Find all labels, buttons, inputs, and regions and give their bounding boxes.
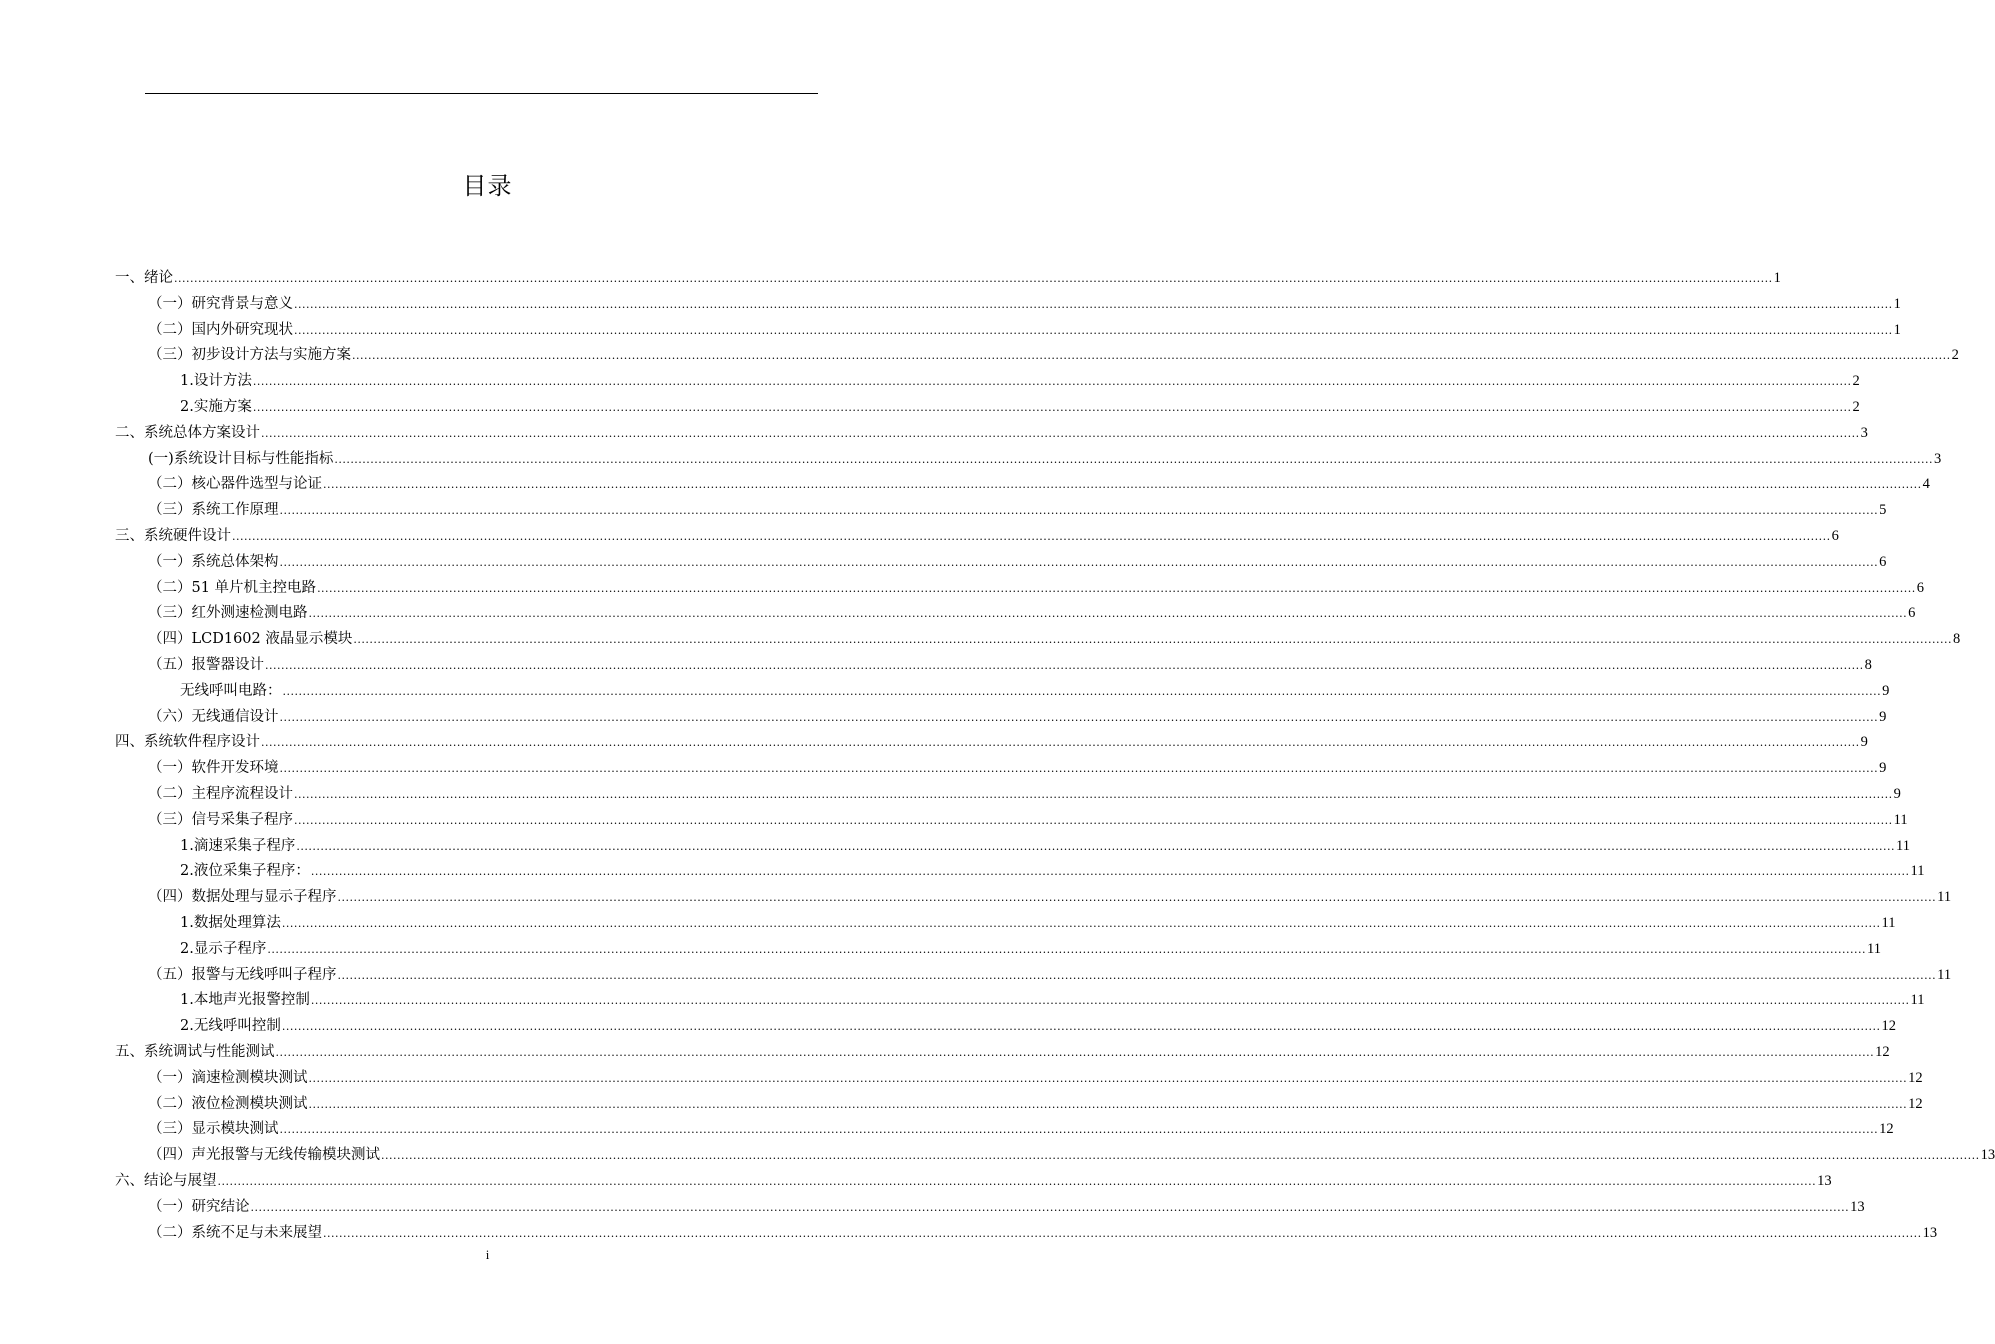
toc-leader-dots: ................................................................................................................................................................................................................................................................................................................................................................................................................: [337, 968, 1937, 982]
toc-entry[interactable]: [180, 675, 1890, 701]
toc-leader-dots: ................................................................................................................................................................................................................................................................................................................................................................................................................: [261, 736, 1860, 750]
toc-leader-dots: ................................................................................................................................................................................................................................................................................................................................................................................................................: [337, 891, 1937, 905]
toc-entry-label: （二）核心器件选型与论证: [148, 476, 322, 493]
toc-entry[interactable]: [148, 288, 1901, 314]
toc-entry-page: 9: [1882, 682, 1890, 699]
toc-leader-dots: ................................................................................................................................................................................................................................................................................................................................................................................................................: [310, 865, 1910, 879]
toc-leader-dots: ................................................................................................................................................................................................................................................................................................................................................................................................................: [267, 942, 1866, 956]
toc-leader-dots: ................................................................................................................................................................................................................................................................................................................................................................................................................: [308, 607, 1908, 621]
toc-entry-page: 9: [1860, 734, 1868, 751]
toc-leader-dots: ................................................................................................................................................................................................................................................................................................................................................................................................................: [275, 1046, 1875, 1059]
page-number: i: [485, 1247, 490, 1262]
toc-entry-label: 1.滴速采集子程序: [180, 837, 296, 854]
toc-entry-page: 3: [1860, 424, 1868, 441]
toc-entry-page: 3: [1933, 450, 1942, 467]
toc-entry-page: 11: [1893, 811, 1908, 828]
toc-entry-label: （三）初步设计方法与实施方案: [148, 347, 351, 364]
toc-leader-dots: ................................................................................................................................................................................................................................................................................................................................................................................................................: [352, 349, 1951, 363]
toc-leader-dots: ................................................................................................................................................................................................................................................................................................................................................................................................................: [282, 684, 1882, 698]
toc-entry[interactable]: [115, 1165, 1832, 1191]
toc-entry-page: 12: [1875, 1044, 1890, 1060]
toc-entry-page: 11: [1895, 837, 1910, 854]
toc-entry[interactable]: [148, 546, 1887, 572]
toc-leader-dots: ................................................................................................................................................................................................................................................................................................................................................................................................................: [279, 555, 1879, 569]
toc-entry[interactable]: [148, 959, 1952, 985]
toc-entry-page: 12: [1879, 1121, 1894, 1138]
toc-entry-label: （四）LCD1602 液晶显示模块: [148, 631, 353, 648]
toc-entry-label: 四、系统软件程序设计: [115, 734, 260, 751]
toc-leader-dots: ................................................................................................................................................................................................................................................................................................................................................................................................................: [279, 504, 1879, 518]
toc-entry-label: 六、结论与展望: [115, 1173, 217, 1189]
toc-entry-page: 11: [1866, 940, 1881, 957]
toc-entry[interactable]: [148, 1191, 1865, 1217]
toc-leader-dots: ................................................................................................................................................................................................................................................................................................................................................................................................................: [323, 1226, 1922, 1240]
toc-entry[interactable]: [148, 339, 1959, 365]
toc-entry-label: （二）国内外研究现状: [148, 321, 293, 338]
toc-entry-page: 6: [1831, 528, 1839, 544]
toc-entry-label: （四）数据处理与显示子程序: [148, 889, 337, 906]
toc-entry-label: （三）显示模块测试: [148, 1121, 279, 1138]
toc-entry-label: 五、系统调试与性能测试: [115, 1044, 275, 1060]
toc-entry-page: 9: [1879, 760, 1887, 777]
page-title: 目录: [462, 172, 513, 201]
toc-entry-page: 6: [1916, 579, 1924, 596]
toc-entry-page: 12: [1908, 1095, 1923, 1112]
toc-entry[interactable]: [148, 1217, 1938, 1243]
toc-entry[interactable]: [180, 907, 1896, 933]
toc-leader-dots: ................................................................................................................................................................................................................................................................................................................................................................................................................: [296, 839, 1895, 853]
toc-entry[interactable]: [148, 597, 1916, 623]
toc-entry-label: 一、绪论: [115, 270, 173, 286]
toc-entry-label: 1.设计方法: [180, 373, 252, 390]
toc-entry[interactable]: [148, 701, 1887, 727]
toc-entry-label: 二、系统总体方案设计: [115, 424, 260, 441]
toc-entry-page: 8: [1953, 631, 1961, 648]
toc-entry[interactable]: [180, 1010, 1896, 1036]
toc-leader-dots: ................................................................................................................................................................................................................................................................................................................................................................................................................: [353, 633, 1952, 647]
toc-entry-label: 2.无线呼叫控制: [180, 1018, 281, 1035]
toc-leader-dots: ................................................................................................................................................................................................................................................................................................................................................................................................................: [381, 1149, 1980, 1163]
toc-entry-page: 12: [1881, 1018, 1896, 1035]
toc-leader-dots: ................................................................................................................................................................................................................................................................................................................................................................................................................: [279, 1123, 1879, 1137]
toc-entry-page: 2: [1852, 373, 1860, 390]
toc-entry-page: 5: [1879, 502, 1887, 519]
toc-entry-page: 6: [1879, 553, 1887, 570]
toc-leader-dots: ................................................................................................................................................................................................................................................................................................................................................................................................................: [265, 659, 1864, 672]
toc-entry-page: 11: [1937, 966, 1952, 983]
toc-entry-label: （三）红外测速检测电路: [148, 605, 308, 622]
toc-entry[interactable]: [115, 417, 1868, 443]
toc-leader-dots: ................................................................................................................................................................................................................................................................................................................................................................................................................: [174, 272, 1773, 285]
toc-entry-page: 13: [1980, 1147, 1995, 1164]
toc-entry-label: 2.实施方案: [180, 399, 252, 415]
toc-leader-dots: ................................................................................................................................................................................................................................................................................................................................................................................................................: [308, 1071, 1908, 1085]
toc-entry[interactable]: [115, 520, 1839, 546]
toc-entry-page: 1: [1893, 321, 1901, 338]
toc-entry[interactable]: [148, 1088, 1923, 1114]
toc-leader-dots: ................................................................................................................................................................................................................................................................................................................................................................................................................: [261, 426, 1860, 440]
toc-leader-dots: ................................................................................................................................................................................................................................................................................................................................................................................................................: [252, 375, 1852, 389]
toc-entry[interactable]: [148, 778, 1901, 804]
toc-leader-dots: ................................................................................................................................................................................................................................................................................................................................................................................................................: [281, 917, 1881, 930]
toc-entry[interactable]: [148, 1062, 1923, 1088]
toc-entry[interactable]: [148, 1139, 1995, 1165]
toc-leader-dots: ................................................................................................................................................................................................................................................................................................................................................................................................................: [308, 1097, 1908, 1111]
toc-entry-label: （三）信号采集子程序: [148, 811, 293, 828]
toc-entry-label: （三）系统工作原理: [148, 502, 279, 519]
toc-entry-label: 三、系统硬件设计: [115, 528, 231, 544]
toc-entry[interactable]: [180, 365, 1860, 391]
toc-entry-label: （二）主程序流程设计: [148, 786, 293, 802]
toc-entry[interactable]: [148, 1113, 1894, 1139]
toc-entry-label: （六）无线通信设计: [148, 708, 279, 725]
toc-entry-label: 1.本地声光报警控制: [180, 992, 310, 1009]
toc-leader-dots: ................................................................................................................................................................................................................................................................................................................................................................................................................: [310, 994, 1910, 1008]
toc-entry[interactable]: [148, 494, 1887, 520]
toc-entry-page: 13: [1922, 1224, 1938, 1241]
toc-leader-dots: ................................................................................................................................................................................................................................................................................................................................................................................................................: [334, 452, 1933, 466]
toc-entry[interactable]: [148, 623, 1961, 649]
toc-entry[interactable]: [148, 314, 1901, 340]
toc-leader-dots: ................................................................................................................................................................................................................................................................................................................................................................................................................: [217, 1175, 1817, 1188]
toc-entry[interactable]: [115, 726, 1868, 752]
toc-entry[interactable]: [115, 1036, 1890, 1062]
toc-entry-page: 1: [1893, 295, 1901, 312]
toc-entry-label: （一）研究结论: [148, 1198, 250, 1215]
toc-entry-page: 6: [1908, 605, 1916, 622]
toc-entry[interactable]: [115, 262, 1781, 288]
toc-entry[interactable]: [180, 984, 1925, 1010]
toc-leader-dots: ................................................................................................................................................................................................................................................................................................................................................................................................................: [294, 323, 1893, 337]
toc-entry-page: 11: [1910, 992, 1925, 1009]
toc-leader-dots: ................................................................................................................................................................................................................................................................................................................................................................................................................: [294, 813, 1893, 827]
toc-entry-label: 2.液位采集子程序：: [180, 863, 310, 880]
toc-entry-label: （五）报警器设计: [148, 657, 264, 673]
toc-entry[interactable]: [148, 752, 1887, 778]
toc-entry-label: （一）研究背景与意义: [148, 295, 293, 312]
toc-entry-page: 9: [1879, 708, 1887, 725]
toc-entry[interactable]: [148, 881, 1952, 907]
toc-entry-label: （二）51 单片机主控电路: [148, 579, 317, 596]
toc-entry-page: 8: [1864, 657, 1872, 673]
toc-leader-dots: ................................................................................................................................................................................................................................................................................................................................................................................................................: [281, 1020, 1881, 1034]
toc-entry[interactable]: [148, 649, 1872, 675]
toc-entry[interactable]: [180, 855, 1925, 881]
toc-leader-dots: ................................................................................................................................................................................................................................................................................................................................................................................................................: [279, 710, 1879, 724]
toc-entry-page: 2: [1951, 347, 1959, 364]
toc-entry-page: 1: [1773, 270, 1781, 286]
toc-entry-label: （二）系统不足与未来展望: [148, 1224, 322, 1241]
toc-entry-page: 2: [1852, 399, 1860, 415]
toc-entry-label: 无线呼叫电路：: [180, 682, 282, 699]
toc-entry[interactable]: [180, 933, 1881, 959]
toc-entry-page: 13: [1850, 1198, 1865, 1215]
toc-leader-dots: ................................................................................................................................................................................................................................................................................................................................................................................................................: [250, 1200, 1850, 1214]
toc-entry-page: 9: [1893, 786, 1901, 802]
toc-leader-dots: ................................................................................................................................................................................................................................................................................................................................................................................................................: [279, 762, 1879, 776]
toc-leader-dots: ................................................................................................................................................................................................................................................................................................................................................................................................................: [294, 788, 1893, 801]
toc-entry-label: 1.数据处理算法: [180, 915, 281, 931]
toc-leader-dots: ................................................................................................................................................................................................................................................................................................................................................................................................................: [317, 581, 1916, 595]
toc-leader-dots: ................................................................................................................................................................................................................................................................................................................................................................................................................: [252, 401, 1852, 414]
toc-entry-label: （五）报警与无线呼叫子程序: [148, 966, 337, 983]
toc-entry[interactable]: [180, 391, 1860, 417]
toc-entry[interactable]: [148, 572, 1924, 598]
toc-entry-page: 13: [1817, 1173, 1832, 1189]
toc-entry-label: （四）声光报警与无线传输模块测试: [148, 1147, 380, 1164]
toc-leader-dots: ................................................................................................................................................................................................................................................................................................................................................................................................................: [232, 530, 1831, 543]
toc-entry-page: 11: [1910, 863, 1925, 880]
toc-entry-page: 12: [1908, 1069, 1923, 1086]
toc-leader-dots: ................................................................................................................................................................................................................................................................................................................................................................................................................: [294, 297, 1893, 311]
toc-entry-page: 4: [1922, 476, 1930, 493]
toc-entry[interactable]: [148, 804, 1908, 830]
toc-entry-label: （一）滴速检测模块测试: [148, 1069, 308, 1086]
toc-entry[interactable]: [180, 830, 1910, 856]
toc-entry-page: 11: [1937, 889, 1952, 906]
toc-leader-dots: ................................................................................................................................................................................................................................................................................................................................................................................................................: [323, 478, 1922, 492]
toc-entry-label: （二）液位检测模块测试: [148, 1095, 308, 1112]
toc-entry-label: （一）软件开发环境: [148, 760, 279, 777]
toc-entry-label: (一)系统设计目标与性能指标: [148, 450, 334, 467]
header-rule: [145, 93, 818, 94]
toc-entry[interactable]: [148, 443, 1942, 469]
toc-entry-label: 2.显示子程序: [180, 940, 267, 957]
toc-entry-label: （一）系统总体架构: [148, 553, 279, 570]
toc-entry[interactable]: [148, 468, 1930, 494]
toc-entry-page: 11: [1881, 915, 1896, 931]
